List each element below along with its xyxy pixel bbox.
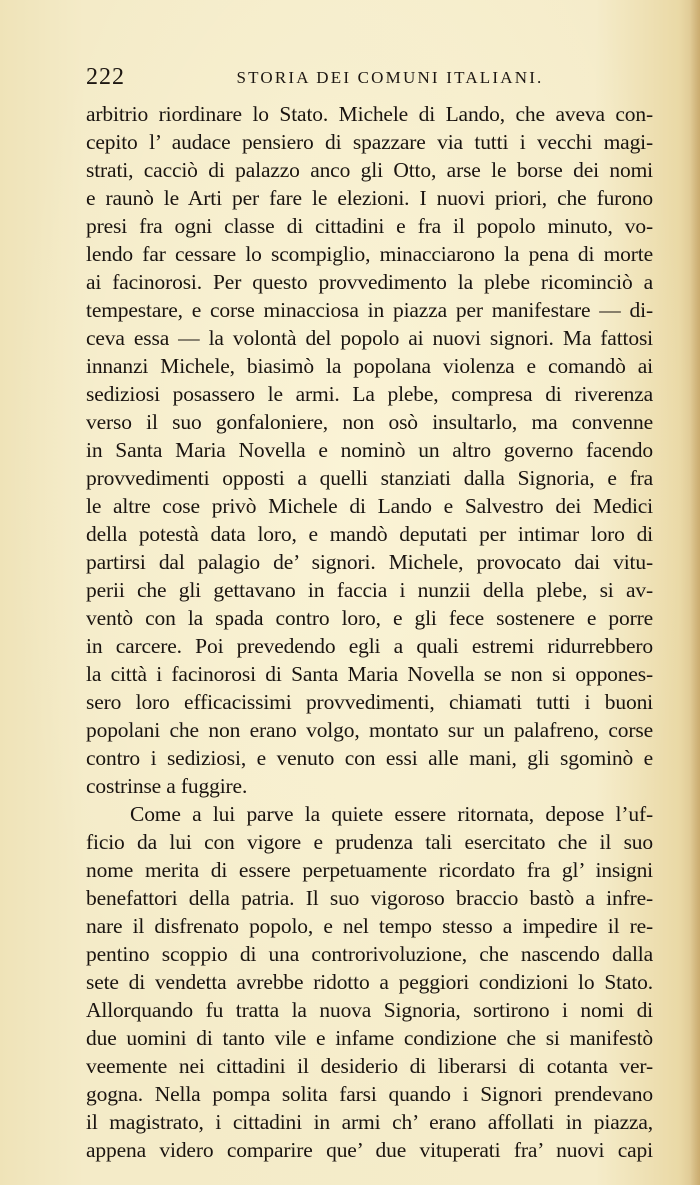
text-line: strati, cacciò di palazzo anco gli Otto, arse le borse dei nomi — [86, 158, 653, 182]
text-line: due uomini di tanto vile e infame condizione che si manifestò — [86, 1026, 653, 1050]
paragraph-1 — [86, 100, 653, 800]
text-line: e raunò le Arti per fare le elezioni. I nuovi priori, che furono — [86, 186, 653, 210]
text-line: gogna. Nella pompa solita farsi quando i Signori prendevano — [86, 1082, 653, 1106]
text-line: il magistrato, i cittadini in armi ch’ erano affollati in piazza, — [86, 1110, 653, 1134]
text-line: sediziosi posassero le armi. La plebe, compresa di riverenza — [86, 382, 653, 406]
text-line: nome merita di essere perpetuamente ricordato fra gl’ insigni — [86, 858, 653, 882]
text-line: veemente nei cittadini il desiderio di liberarsi di cotanta ver- — [86, 1054, 653, 1078]
text-line: presi fra ogni classe di cittadini e fra il popolo minuto, vo- — [86, 214, 653, 238]
text-line: innanzi Michele, biasimò la popolana violenza e comandò ai — [86, 354, 653, 378]
text-line: della potestà data loro, e mandò deputati per intimar loro di — [86, 522, 653, 546]
text-line: provvedimenti opposti a quelli stanziati dalla Signoria, e fra — [86, 466, 653, 490]
body-text — [86, 100, 653, 1164]
text-line: nare il disfrenato popolo, e nel tempo stesso a impedire il re- — [86, 914, 653, 938]
text-line: Allorquando fu tratta la nuova Signoria, sortirono i nomi di — [86, 998, 653, 1022]
text-line: cepito l’ audace pensiero di spazzare via tutti i vecchi magi- — [86, 130, 653, 154]
text-line: sete di vendetta avrebbe ridotto a peggiori condizioni lo Stato. — [86, 970, 653, 994]
text-line: contro i sediziosi, e venuto con essi alle mani, gli sgominò e — [86, 746, 653, 770]
text-line: le altre cose privò Michele di Lando e Salvestro dei Medici — [86, 494, 653, 518]
paragraph-2 — [86, 800, 653, 1164]
running-title: STORIA DEI COMUNI ITALIANI. — [236, 68, 544, 87]
text-line: sero loro efficacissimi provvedimenti, chiamati tutti i buoni — [86, 690, 653, 714]
text-line: ceva essa — la volontà del popolo ai nuovi signori. Ma fattosi — [86, 326, 653, 350]
text-line: pentino scoppio di una controrivoluzione, che nascendo dalla — [86, 942, 653, 966]
text-line: perii che gli gettavano in faccia i nunzii della plebe, si av- — [86, 578, 653, 602]
page-header — [86, 64, 654, 94]
page-edge-shadow — [690, 0, 700, 1185]
text-line: in Santa Maria Novella e nominò un altro governo facendo — [86, 438, 653, 462]
text-line: la città i facinorosi di Santa Maria Novella se non si oppones- — [86, 662, 653, 686]
page-number: 222 — [86, 64, 125, 90]
text-line: ventò con la spada contro loro, e gli fece sostenere e porre — [86, 606, 653, 630]
text-line: in carcere. Poi prevedendo egli a quali estremi ridurrebbero — [86, 634, 653, 658]
text-line: partirsi dal palagio de’ signori. Michele, provocato dai vitu- — [86, 550, 653, 574]
text-line: appena videro comparire que’ due vituperati fra’ nuovi capi — [86, 1138, 653, 1162]
text-line: verso il suo gonfaloniere, non osò insultarlo, ma convenne — [86, 410, 653, 434]
text-line: Come a lui parve la quiete essere ritornata, depose l’uf- — [130, 802, 653, 826]
text-line: costrinse a fuggire. — [86, 774, 248, 798]
text-line: ai facinorosi. Per questo provvedimento la plebe ricominciò a — [86, 270, 653, 294]
text-line: arbitrio riordinare lo Stato. Michele di Lando, che aveva con- — [86, 102, 653, 126]
text-line: lendo far cessare lo scompiglio, minacciarono la pena di morte — [86, 242, 653, 266]
text-line: popolani che non erano volgo, montato sur un palafreno, corse — [86, 718, 653, 742]
text-line: ficio da lui con vigore e prudenza tali esercitato che il suo — [86, 830, 653, 854]
text-line: tempestare, e corse minacciosa in piazza per manifestare — di- — [86, 298, 653, 322]
text-line: benefattori della patria. Il suo vigoroso braccio bastò a infre- — [86, 886, 653, 910]
